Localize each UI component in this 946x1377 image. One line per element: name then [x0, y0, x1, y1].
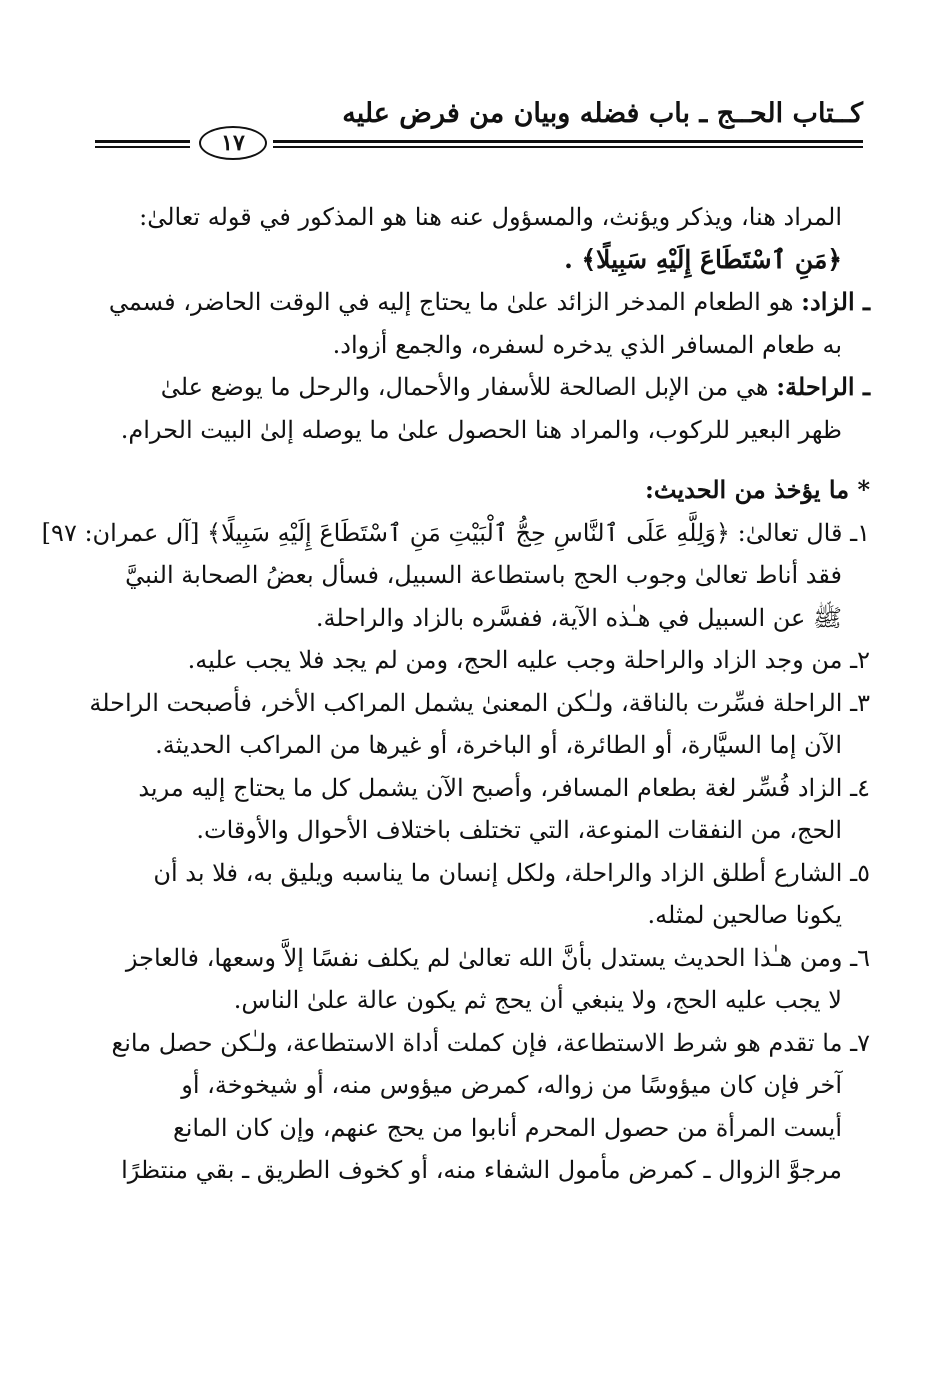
running-title: كــتاب الحــج ـ باب فضله وبيان من فرض عليه — [342, 98, 863, 129]
point-7-line-2: آخر فإن كان ميؤوسًا من زواله، كمرض ميؤوس منه، أو شيخوخة، أو — [181, 1071, 842, 1099]
rahila-text: هي من الإبل الصالحة للأسفار والأحمال، والرحل ما يوضع علىٰ — [160, 373, 777, 401]
intro-line-1: المراد هنا، ويذكر ويؤنث، والمسؤول عنه هنا هو المذكور في قوله تعالىٰ: — [139, 203, 842, 231]
zad-definition-line-2: به طعام المسافر الذي يدخره لسفره، والجمع أزواد. — [332, 330, 842, 359]
page-header — [95, 92, 863, 162]
rahila-definition-line-2: ظهر البعير للركوب، والمراد هنا الحصول علىٰ ما يوصله إلىٰ البيت الحرام. — [120, 415, 842, 444]
point-6-line-2: لا يجب عليه الحج، ولا ينبغي أن يحج ثم يكون عالة علىٰ الناس. — [233, 986, 842, 1014]
point-1-line-2: فقد أناط تعالىٰ وجوب الحج باستطاعة السبيل، فسأل بعضُ الصحابة النبيَّ — [125, 561, 842, 589]
point-3-line-2: الآن إما السيَّارة، أو الطائرة، أو الباخرة، أو غيرها من المراكب الحديثة. — [155, 731, 842, 759]
point-7-line-4: مرجوَّ الزوال ـ كمرض مأمول الشفاء منه، أو كخوف الطريق ـ بقي منتظرًا — [121, 1156, 842, 1184]
quran-verse: ﴿مَنِ ٱسْتَطَاعَ إِلَيْهِ سَبِيلًا﴾ . — [564, 244, 842, 274]
point-1-line-3: ﷺ عن السبيل في هـٰذه الآية، ففسَّره بالزاد والراحلة. — [315, 603, 842, 632]
point-5-line-1: ٥ـ الشارع أطلق الزاد والراحلة، ولكل إنسان ما يناسبه ويليق به، فلا بد أن — [153, 858, 870, 887]
point-4-line-1: ٤ـ الزاد فُسِّر لغة بطعام المسافر، وأصبح الآن يشمل كل ما يحتاج إليه مريد — [138, 773, 870, 802]
section-heading: * ما يؤخذ من الحديث: — [645, 475, 870, 504]
page-number: ١٧ — [199, 126, 267, 160]
point-5-line-2: يكونا صالحين لمثله. — [647, 901, 842, 929]
rahila-definition-line-1 — [88, 366, 870, 409]
point-2-line-1: ٢ـ من وجد الزاد والراحلة وجب عليه الحج، ومن لم يجد فلا يجب عليه. — [187, 646, 870, 674]
point-7-line-1: ٧ـ ما تقدم هو شرط الاستطاعة، فإن كملت أداة الاستطاعة، ولـٰكن حصل مانع — [111, 1028, 870, 1057]
header-rule-right — [273, 140, 863, 148]
point-6-line-1: ٦ـ ومن هـٰذا الحديث يستدل بأنَّ الله تعالىٰ لم يكلف نفسًا إلاَّ وسعها، فالعاجز — [125, 943, 870, 972]
zad-text: هو الطعام المدخر الزائد علىٰ ما يحتاج إليه في الوقت الحاضر، فسمي — [108, 288, 802, 316]
point-1-line-1: ١ـ قال تعالىٰ: ﴿وَلِلَّهِ عَلَى ٱلنَّاسِ حِجُّ ٱلْبَيْتِ مَنِ ٱسْتَطَاعَ إِلَيْهِ سَبِيلًا﴾ [آل عمران: ٩٧] — [41, 518, 870, 547]
point-3-line-1: ٣ـ الراحلة فسِّرت بالناقة، ولـٰكن المعنىٰ يشمل المراكب الأخر، فأصبحت الراحلة — [89, 688, 870, 717]
rahila-term: ـ الراحلة: — [776, 372, 870, 401]
header-rule-left — [95, 140, 190, 148]
point-4-line-2: الحج، من النفقات المنوعة، التي تختلف باختلاف الأحوال والأوقات. — [196, 816, 842, 844]
page-body — [41, 196, 870, 1192]
point-7-line-3: أيست المرأة من حصول المحرم أنابوا من يحج عنهم، وإن كان المانع — [172, 1113, 842, 1142]
zad-term: ـ الزاد: — [801, 287, 870, 316]
zad-definition-line-1 — [88, 281, 870, 324]
